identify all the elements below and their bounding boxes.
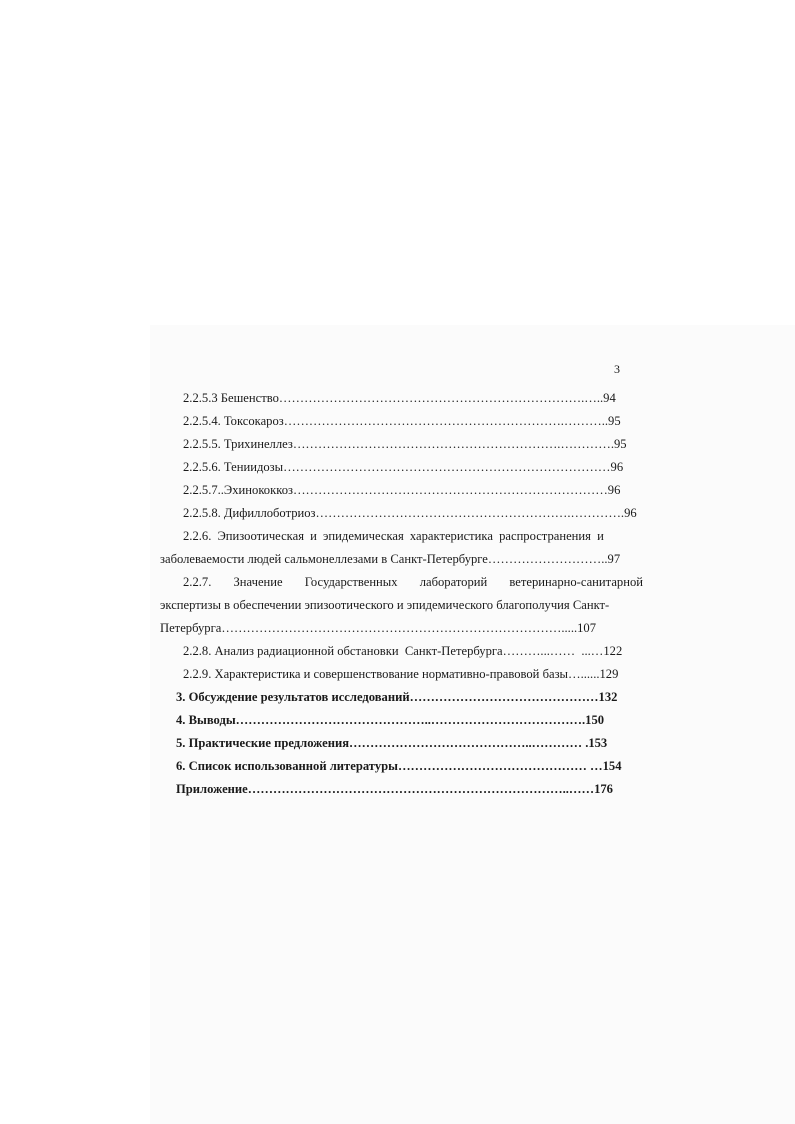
toc-entry-2-2-7-line2: экспертизы в обеспечении эпизоотического и эпидемического благополучия Санкт-	[160, 598, 610, 612]
toc-entry-2-2-7-line1: 2.2.7. Значение Государственных лабораторий ветеринарно-санитарной	[183, 575, 643, 589]
page-number: 3	[614, 362, 620, 376]
toc-entry-2-2-5-5: 2.2.5.5. Трихинеллез……………………………………………………….………….95	[183, 437, 627, 451]
toc-entry-2-2-9: 2.2.9. Характеристика и совершенствование нормативно-правовой базы…......129	[183, 667, 619, 681]
toc-chapter-5: 5. Практические предложения……………………………………..………… .153	[176, 736, 608, 750]
toc-entry-2-2-5-3: 2.2.5.3 Бешенство……………………………………………………………….…..94	[183, 391, 616, 405]
toc-entry-2-2-6-line2: заболеваемости людей сальмонеллезами в Санкт-Петербурге………………………..97	[160, 552, 621, 566]
toc-chapter-4: 4. Выводы………………………………………..……………………………….150	[176, 713, 605, 727]
toc-entry-2-2-5-4: 2.2.5.4. Токсокароз………………………………………………………….………..95	[183, 414, 621, 428]
toc-chapter-6: 6. Список использованной литературы……………………………………… …154	[176, 759, 622, 773]
toc-entry-2-2-6-line1: 2.2.6. Эпизоотическая и эпидемическая характеристика распространения и	[183, 529, 604, 543]
toc-chapter-3: 3. Обсуждение результатов исследований………………………………………132	[176, 690, 618, 704]
toc-entry-2-2-8: 2.2.8. Анализ радиационной обстановки Санкт-Петербурга………...…… ...…122	[183, 644, 623, 658]
toc-entry-2-2-7-line3: Петербурга……………………………………………………………………….....107	[160, 621, 597, 635]
toc-entry-2-2-5-8: 2.2.5.8. Дифиллоботриоз…………………………………………………….………….96	[183, 506, 637, 520]
toc-entry-2-2-5-6: 2.2.5.6. Тениидозы……………………………………………………………………96	[183, 460, 624, 474]
toc-entry-2-2-5-7: 2.2.5.7..Эхинококкоз…………………………………………………………………96	[183, 483, 621, 497]
toc-appendix: Приложение…………………………………………………………………..……176	[176, 782, 613, 796]
